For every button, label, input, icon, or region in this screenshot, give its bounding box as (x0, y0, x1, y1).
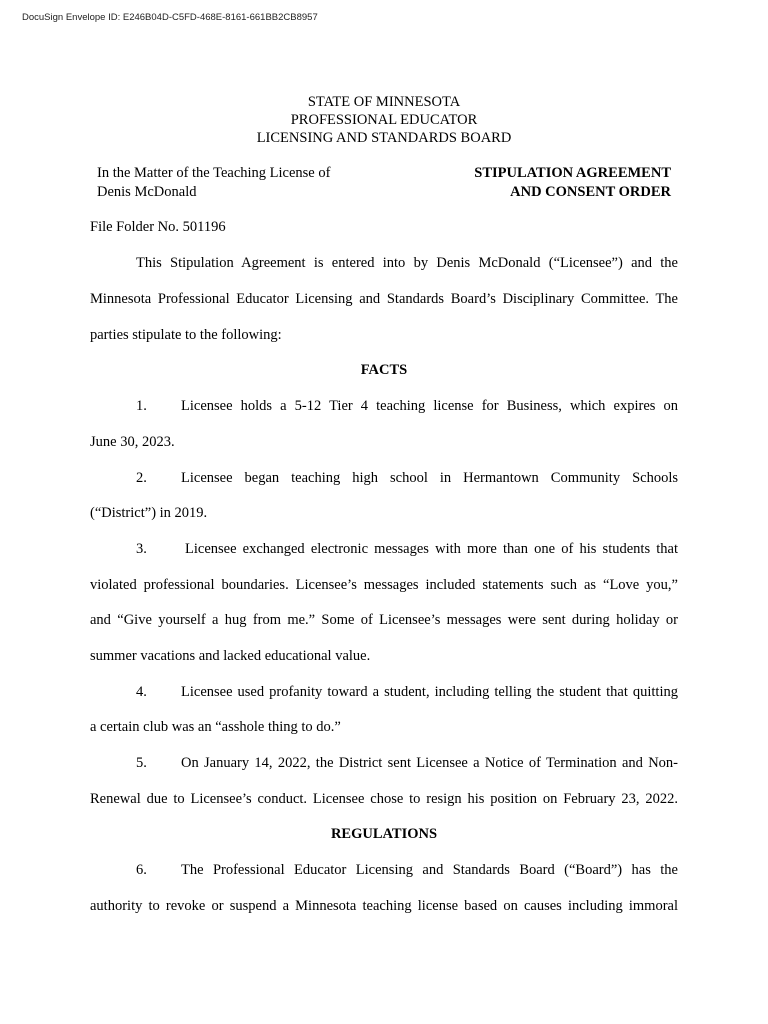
paragraph-number: 4. (136, 684, 147, 700)
paragraph-line: violated professional boundaries. Licensee’s messages included statements such as “Love you,” (90, 577, 678, 593)
paragraph-line: The Professional Educator Licensing and Standards Board (“Board”) has the (181, 862, 678, 878)
regulations-heading: REGULATIONS (330, 826, 438, 842)
docusign-envelope-id: DocuSign Envelope ID: E246B04D-C5FD-468E-8161-661BB2CB8957 (22, 12, 318, 23)
matter-line2: Denis McDonald (97, 184, 197, 200)
header-state: STATE OF MINNESOTA (307, 94, 461, 110)
intro-line: parties stipulate to the following: (90, 327, 282, 343)
paragraph-line: Renewal due to Licensee’s conduct. Licensee chose to resign his position on February 23, 2022. (90, 791, 678, 807)
document-title-line2: AND CONSENT ORDER (510, 184, 671, 200)
paragraph-line: Licensee began teaching high school in Hermantown Community Schools (181, 470, 678, 486)
intro-line: This Stipulation Agreement is entered into by Denis McDonald (“Licensee”) and the (136, 255, 678, 271)
matter-line1: In the Matter of the Teaching License of (97, 165, 331, 181)
intro-line: Minnesota Professional Educator Licensing and Standards Board’s Disciplinary Committee. The (90, 291, 678, 307)
paragraph-line: summer vacations and lacked educational value. (90, 648, 371, 664)
paragraph-number: 1. (136, 398, 147, 414)
facts-heading: FACTS (360, 362, 408, 378)
paragraph-number: 3. (136, 541, 147, 557)
paragraph-line: a certain club was an “asshole thing to do.” (90, 719, 341, 735)
paragraph-number: 2. (136, 470, 147, 486)
paragraph-line: Licensee used profanity toward a student, including telling the student that quitting (181, 684, 678, 700)
paragraph-line: June 30, 2023. (90, 434, 175, 450)
paragraph-number: 6. (136, 862, 147, 878)
paragraph-number: 5. (136, 755, 147, 771)
header-board-line2: LICENSING AND STANDARDS BOARD (256, 130, 512, 146)
paragraph-line: (“District”) in 2019. (90, 505, 208, 521)
document-title-line1: STIPULATION AGREEMENT (474, 165, 671, 181)
file-folder-number: File Folder No. 501196 (90, 219, 226, 235)
paragraph-line: Licensee holds a 5-12 Tier 4 teaching license for Business, which expires on (181, 398, 678, 414)
paragraph-line: and “Give yourself a hug from me.” Some of Licensee’s messages were sent during holiday or (90, 612, 678, 628)
header-board-line1: PROFESSIONAL EDUCATOR (290, 112, 478, 128)
paragraph-line: On January 14, 2022, the District sent Licensee a Notice of Termination and Non- (181, 755, 678, 771)
paragraph-line: Licensee exchanged electronic messages with more than one of his students that (185, 541, 678, 557)
paragraph-line: authority to revoke or suspend a Minnesota teaching license based on causes including immoral (90, 898, 678, 914)
